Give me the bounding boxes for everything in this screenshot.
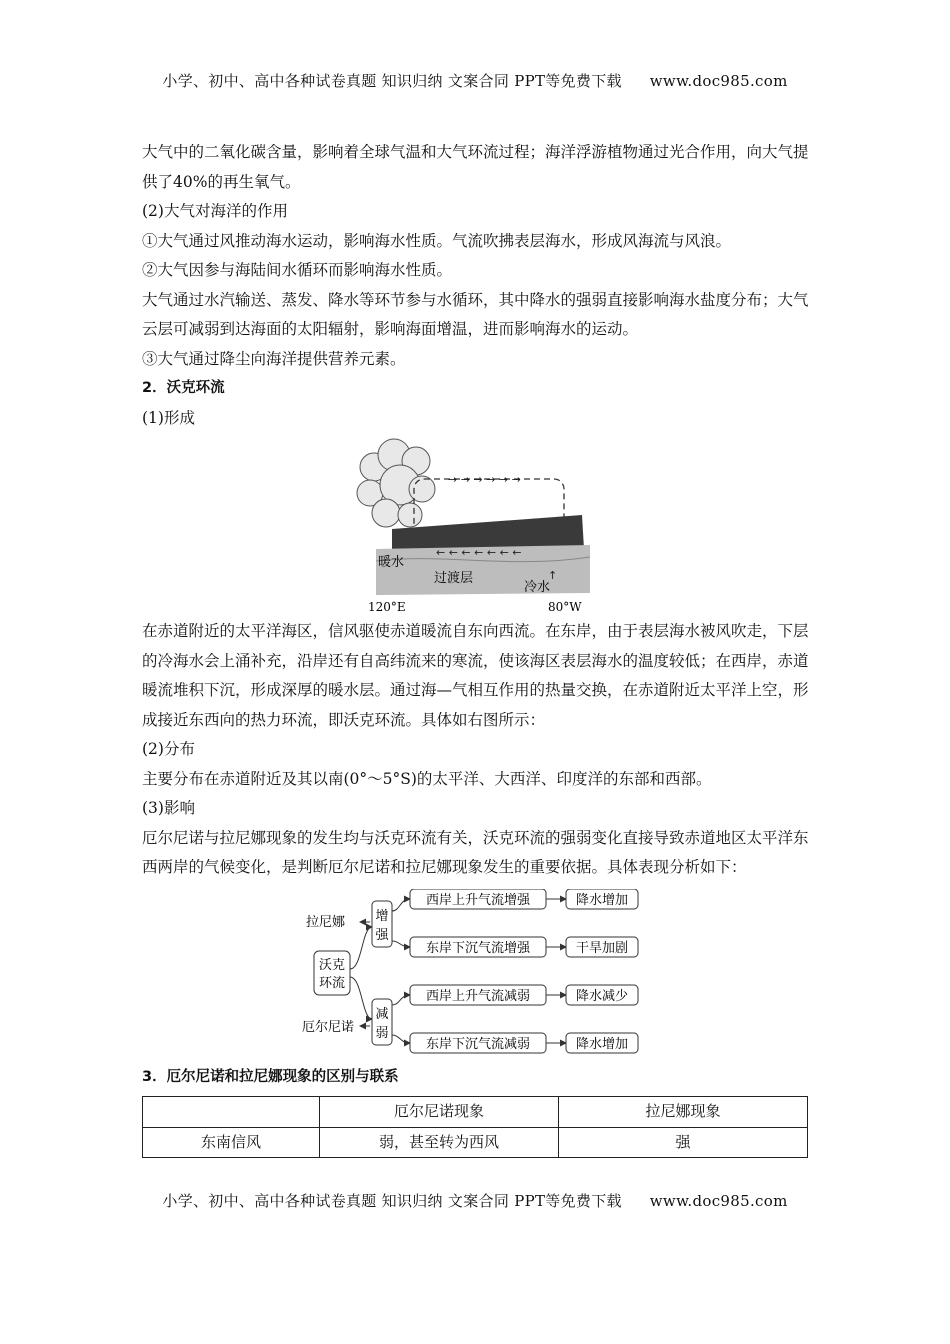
transition-layer-label: 过渡层 [434, 571, 474, 586]
walker-effects-diagram [302, 889, 647, 1059]
walker-circulation-figure [352, 437, 602, 613]
header-text: 小学、初中、高中各种试卷真题 知识归纳 文案合同 PPT等免费下载 [162, 72, 622, 90]
main-content [142, 138, 822, 1158]
paragraph: 主要分布在赤道附近及其以南(0°～5°S)的太平洋、大西洋、印度洋的东部和西部。 [142, 769, 712, 788]
effect-w2: 东岸下沉气流减弱 [425, 1036, 531, 1052]
section-heading: 3．厄尔尼诺和拉尼娜现象的区别与联系 [142, 1068, 399, 1085]
footer-url[interactable]: www.doc985.com [649, 1192, 788, 1210]
subheading: (2)分布 [142, 740, 195, 758]
longitude-east-label: 80°W [548, 600, 582, 613]
page-header [0, 70, 950, 91]
result-r2: 干旱加剧 [575, 940, 629, 956]
lanina-label: 拉尼娜 [306, 914, 346, 930]
subheading: (3)影响 [142, 799, 195, 817]
page-footer [0, 1190, 950, 1211]
result-r4: 降水增加 [575, 1036, 629, 1052]
effect-w1: 西岸上升气流减弱 [425, 988, 531, 1004]
effect-s2: 东岸下沉气流增强 [425, 940, 531, 956]
table-header-cell: 拉尼娜现象 [559, 1097, 808, 1128]
paragraph: ②大气因参与海陆间水循环而影响海水性质。 [142, 261, 453, 279]
paragraph: ①大气通过风推动海水运动，影响海水性质。气流吹拂表层海水，形成风海流与风浪。 [142, 231, 732, 250]
warm-water-label: 暖水 [378, 555, 405, 570]
cold-water-label: 冷水 [524, 580, 551, 595]
paragraph: 厄尔尼诺与拉尼娜现象的发生均与沃克环流有关，沃克环流的强弱变化直接导致赤道地区太平洋东西两岸的气候变化，是判断厄尔尼诺和拉尼娜现象发生的重要依据。具体表现分析如下： [142, 828, 809, 876]
paragraph: ③大气通过降尘向海洋提供营养元素。 [142, 349, 406, 368]
paragraph: 在赤道附近的太平洋海区，信风驱使赤道暖流自东向西流。在东岸，由于表层海水被风吹走，下层的冷海水会上涌补充，沿岸还有自高纬流来的寒流，使该海区表层海水的温度较低；在西岸，赤道暖流堆积下沉，形成深厚的暖水层。通过海—气相互作用的热量交换，在赤道附近太平洋上空，形成接近东西向的热力环流，即沃克环流。具体如右图所示： [142, 622, 809, 729]
subheading: (2)大气对海洋的作用 [142, 202, 288, 220]
elnino-label: 厄尔尼诺 [302, 1019, 355, 1035]
table-cell: 东南信风 [143, 1127, 320, 1158]
root-line2: 环流 [318, 975, 346, 991]
strengthen-char2: 强 [375, 927, 389, 943]
effect-boxes [410, 889, 638, 1053]
paragraph: 大气通过水汽输送、蒸发、降水等环节参与水循环，其中降水的强弱直接影响海水盐度分布；大气云层可减弱到达海面的太阳辐射，影响海面增温，进而影响海水的运动。 [142, 290, 809, 338]
comparison-table [142, 1096, 808, 1158]
longitude-west-label: 120°E [368, 600, 406, 613]
strengthen-char1: 增 [375, 908, 389, 924]
table-header-cell: 厄尔尼诺现象 [320, 1097, 559, 1128]
paragraph: 大气中的二氧化碳含量，影响着全球气温和大气环流过程；海洋浮游植物通过光合作用，向大气提供了40%的再生氧气。 [142, 143, 809, 191]
root-line1: 沃克 [318, 957, 346, 973]
result-r3: 降水减少 [575, 988, 629, 1004]
weaken-char1: 减 [375, 1006, 389, 1022]
table-row [143, 1127, 808, 1158]
cloud-icon [357, 439, 435, 527]
footer-text: 小学、初中、高中各种试卷真题 知识归纳 文案合同 PPT等免费下载 [162, 1192, 622, 1210]
weaken-char2: 弱 [375, 1025, 389, 1041]
section-heading: 2．沃克环流 [142, 380, 225, 396]
arrow-lower: ← ← ← ← ← ← ← [436, 546, 522, 559]
arrow-upper: → → → → → → [448, 473, 521, 486]
result-r1: 降水增加 [575, 892, 629, 908]
subheading: (1)形成 [142, 408, 195, 427]
arrow-upwelling: ↑ [548, 569, 558, 582]
table-cell: 弱，甚至转为西风 [320, 1127, 559, 1158]
table-header-row [143, 1097, 808, 1128]
header-url[interactable]: www.doc985.com [649, 72, 788, 90]
table-header-cell [143, 1097, 320, 1128]
table-cell: 强 [559, 1127, 808, 1158]
effect-s1: 西岸上升气流增强 [425, 892, 531, 908]
